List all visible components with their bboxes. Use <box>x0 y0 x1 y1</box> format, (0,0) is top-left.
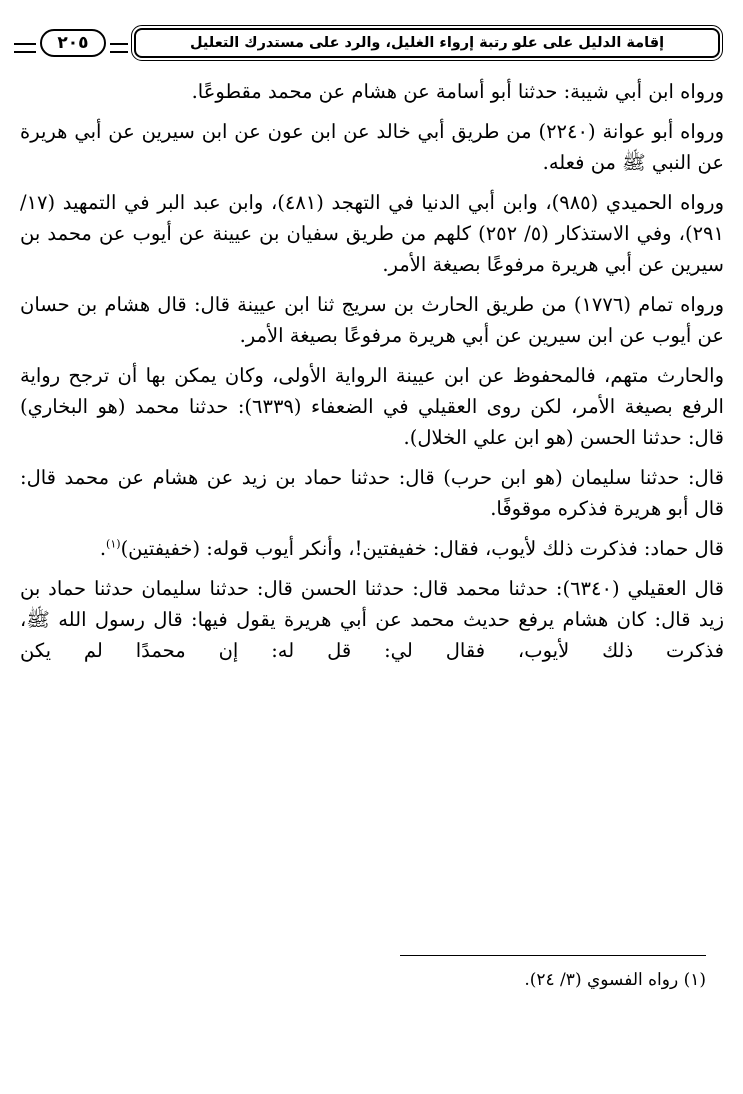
paragraph-2: ورواه أبو عوانة (٢٢٤٠) من طريق أبي خالد عن ابن عون عن ابن سيرين عن أبي هريرة عن النبي ﷺ من فعله. <box>20 120 725 174</box>
paragraph-4: ورواه تمام (١٧٧٦) من طريق الحارث بن سريج ثنا ابن عيينة قال: قال هشام بن حسان عن أيوب عن ابن سيرين عن أبي هريرة مرفوعًا بصيغة الأمر. <box>20 293 724 347</box>
paragraph-7: قال حماد: فذكرت ذلك لأيوب، فقال: خفيفتين!، وأنكر أيوب قوله: (خفيفتين)$^{(١)}$. <box>99 537 724 560</box>
page-number: ٢٠٥ <box>40 29 106 57</box>
page-header <box>14 24 726 64</box>
paragraph-3: ورواه الحميدي (٩٨٥)، وابن أبي الدنيا في التهجد (٤٨١)، وابن عبد البر في التمهيد (١٧/ ٢٩١)، وفي الاستذكار (٥/ ٢٥٢) كلهم من طريق سفيان بن عيينة عن أيوب عن محمد بن سيرين عن أبي هريرة مرفوعًا بصيغة الأمر. <box>20 191 725 276</box>
footnote-1: (١) رواه الفسوي (٣/ ٢٤). <box>524 970 706 990</box>
paragraph-7-text: قال حماد: فذكرت ذلك لأيوب، فقال: خفيفتين!، وأنكر أيوب قوله: (خفيفتين) <box>120 537 724 560</box>
paragraph-5: والحارث متهم، فالمحفوظ عن ابن عيينة الرواية الأولى، وكان يمكن بها أن ترجح رواية الرفع بصيغة الأمر، لكن روى العقيلي في الضعفاء (٦٣٣٩): حدثنا محمد (هو البخاري) قال: حدثنا الحسن (هو ابن علي الخلال). <box>20 364 724 449</box>
paragraph-6: قال: حدثنا سليمان (هو ابن حرب) قال: حدثنا حماد بن زيد عن هشام عن محمد قال: قال أبو هريرة فذكره موقوفًا. <box>20 466 724 520</box>
main-text <box>20 76 724 675</box>
paragraph-8: قال العقيلي (٦٣٤٠): حدثنا محمد قال: حدثنا الحسن قال: حدثنا سليمان حدثنا حماد بن زيد قال: كان هشام يرفع حديث محمد عن أبي هريرة يقول فيها: قال رسول الله ﷺ، فذكرت ذلك لأيوب، فقال لي: قل له: إن محمدًا لم يكن <box>20 577 724 662</box>
footnote-separator <box>400 955 706 956</box>
running-title: إقامة الدليل على علو رتبة إرواء الغليل، والرد على مستدرك التعليل <box>134 28 720 58</box>
paragraph-1: ورواه ابن أبي شيبة: حدثنا أبو أسامة عن هشام عن محمد مقطوعًا. <box>191 80 724 103</box>
page-number-box <box>36 28 110 58</box>
running-title-box <box>128 26 726 60</box>
footnote-reference[interactable]: (١) <box>106 537 121 551</box>
